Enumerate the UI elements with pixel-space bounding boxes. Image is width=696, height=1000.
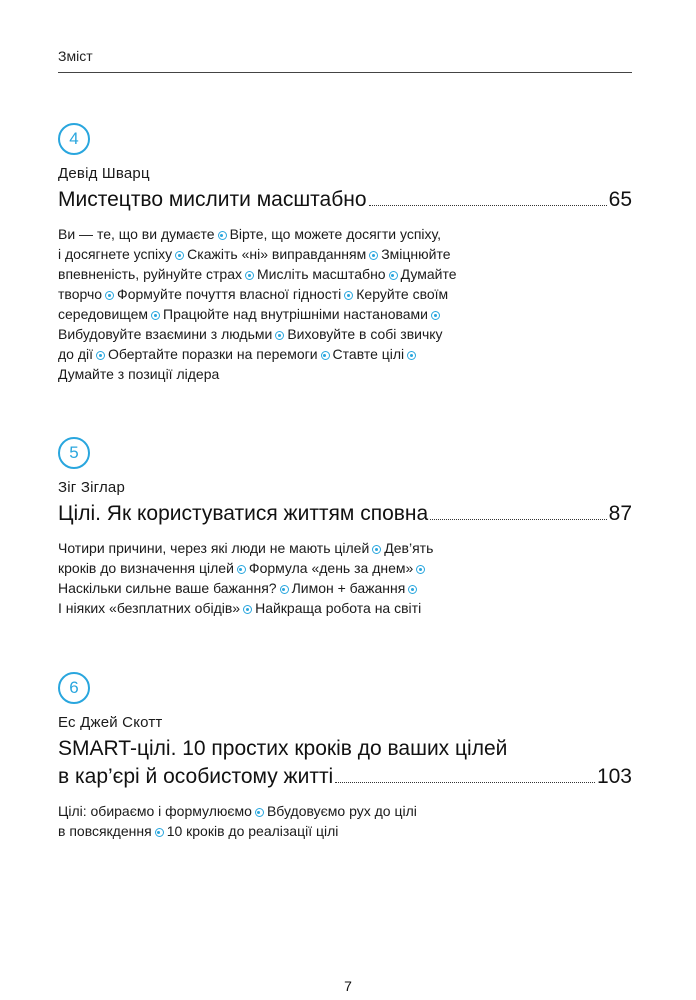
topic: Формула «день за днем»: [248, 560, 414, 576]
chapter-author: Девід Шварц: [58, 165, 150, 182]
topic: в повсякдення: [58, 823, 152, 839]
bullseye-dot-icon: [280, 585, 289, 594]
chapter-number-badge: 5: [58, 437, 90, 469]
topic: Найкраща робота на світі: [255, 600, 422, 616]
topic-line: [58, 264, 632, 284]
section-title: Зміст: [58, 48, 93, 64]
chapter-topics: [58, 801, 632, 841]
chapter-title-line[interactable]: [58, 186, 632, 214]
bullseye-dot-icon: [321, 351, 330, 360]
bullseye-dot-icon: [408, 585, 417, 594]
topic-line: [58, 558, 632, 578]
bullseye-dot-icon: [344, 291, 353, 300]
chapter-title: Мистецтво мислити масштабно: [58, 188, 367, 211]
topic: Думайте: [400, 266, 457, 282]
bullseye-dot-icon: [416, 565, 425, 574]
chapter-4[interactable]: [58, 123, 632, 384]
leader-dots: [369, 204, 607, 206]
chapter-author: Зіг Зіглар: [58, 479, 126, 496]
bullseye-dot-icon: [275, 331, 284, 340]
chapter-topics: [58, 538, 632, 618]
topic: Зміцнюйте: [381, 246, 451, 262]
topic-line: [58, 304, 632, 324]
bullseye-dot-icon: [105, 291, 114, 300]
chapter-number-badge: 4: [58, 123, 90, 155]
bullseye-dot-icon: [155, 828, 164, 837]
topic: і досягнете успіху: [58, 246, 173, 262]
topic: Дев’ять: [384, 540, 434, 556]
chapter-title: Цілі. Як користуватися життям сповна: [58, 502, 429, 525]
topic: Скажіть «ні» виправданням: [187, 246, 367, 262]
bullseye-dot-icon: [407, 351, 416, 360]
chapter-page-number: 87: [608, 502, 632, 525]
topic-line: [58, 344, 632, 364]
leader-dots: [430, 518, 606, 520]
leader-dots: [335, 781, 595, 783]
chapter-5[interactable]: [58, 437, 632, 618]
header-divider: [58, 72, 632, 73]
topic: Цілі: обираємо і формулюємо: [58, 803, 252, 819]
topic: Вбудовуємо рух до цілі: [266, 803, 417, 819]
topic-line: [58, 244, 632, 264]
bullseye-dot-icon: [372, 545, 381, 554]
topic: кроків до визначення цілей: [58, 560, 234, 576]
bullseye-dot-icon: [369, 251, 378, 260]
bullseye-dot-icon: [175, 251, 184, 260]
chapter-6[interactable]: [58, 672, 632, 841]
bullseye-dot-icon: [389, 271, 398, 280]
bullseye-dot-icon: [218, 231, 227, 240]
topic: Виховуйте в собі звичку: [287, 326, 443, 342]
topic: Лимон + бажання: [291, 580, 406, 596]
topic: Обертайте поразки на перемоги: [108, 346, 318, 362]
topic: Ви — те, що ви думаєте: [58, 226, 215, 242]
chapter-number-badge: 6: [58, 672, 90, 704]
chapter-title-line[interactable]: [58, 500, 632, 528]
topic: І ніяких «безплатних обідів»: [58, 600, 241, 616]
topic: творчо: [58, 286, 103, 302]
chapter-title-continued: в кар’єрі й особистому житті: [58, 765, 334, 788]
chapter-topics: [58, 224, 632, 384]
chapter-title-line[interactable]: [58, 763, 632, 791]
topic-line: [58, 598, 632, 618]
topic-line: [58, 801, 632, 821]
topic-line: [58, 224, 632, 244]
chapter-title: SMART-цілі. 10 простих кроків до ваших цілей: [58, 737, 508, 760]
bullseye-dot-icon: [255, 808, 264, 817]
topic-line: [58, 578, 632, 598]
topic: 10 кроків до реалізації цілі: [166, 823, 339, 839]
bullseye-dot-icon: [431, 311, 440, 320]
topic-line: [58, 538, 632, 558]
chapter-page-number: 103: [596, 765, 632, 788]
bullseye-dot-icon: [96, 351, 105, 360]
topic: Мисліть масштабно: [257, 266, 386, 282]
chapter-page-number: 65: [608, 188, 632, 211]
topic: середовищем: [58, 306, 149, 322]
topic: до дії: [58, 346, 94, 362]
topic-line: [58, 284, 632, 304]
topic: впевненість, руйнуйте страх: [58, 266, 243, 282]
topic: Вибудовуйте взаємини з людьми: [58, 326, 273, 342]
topic: Наскільки сильне ваше бажання?: [58, 580, 277, 596]
bullseye-dot-icon: [151, 311, 160, 320]
topic: Вірте, що можете досягти успіху,: [229, 226, 442, 242]
chapter-author: Ес Джей Скотт: [58, 714, 163, 731]
topic: Формуйте почуття власної гідності: [117, 286, 342, 302]
topic: Ставте цілі: [332, 346, 405, 362]
chapter-title-line[interactable]: [58, 735, 632, 763]
topic: Чотири причини, через які люди не мають цілей: [58, 540, 370, 556]
bullseye-dot-icon: [237, 565, 246, 574]
topic: Працюйте над внутрішніми настановами: [163, 306, 429, 322]
topic-line: [58, 821, 632, 841]
page-number: 7: [344, 978, 352, 994]
bullseye-dot-icon: [245, 271, 254, 280]
topic-line: [58, 364, 632, 384]
topic: Думайте з позиції лідера: [58, 366, 220, 382]
bullseye-dot-icon: [243, 605, 252, 614]
topic: Керуйте своїм: [356, 286, 449, 302]
topic-line: [58, 324, 632, 344]
